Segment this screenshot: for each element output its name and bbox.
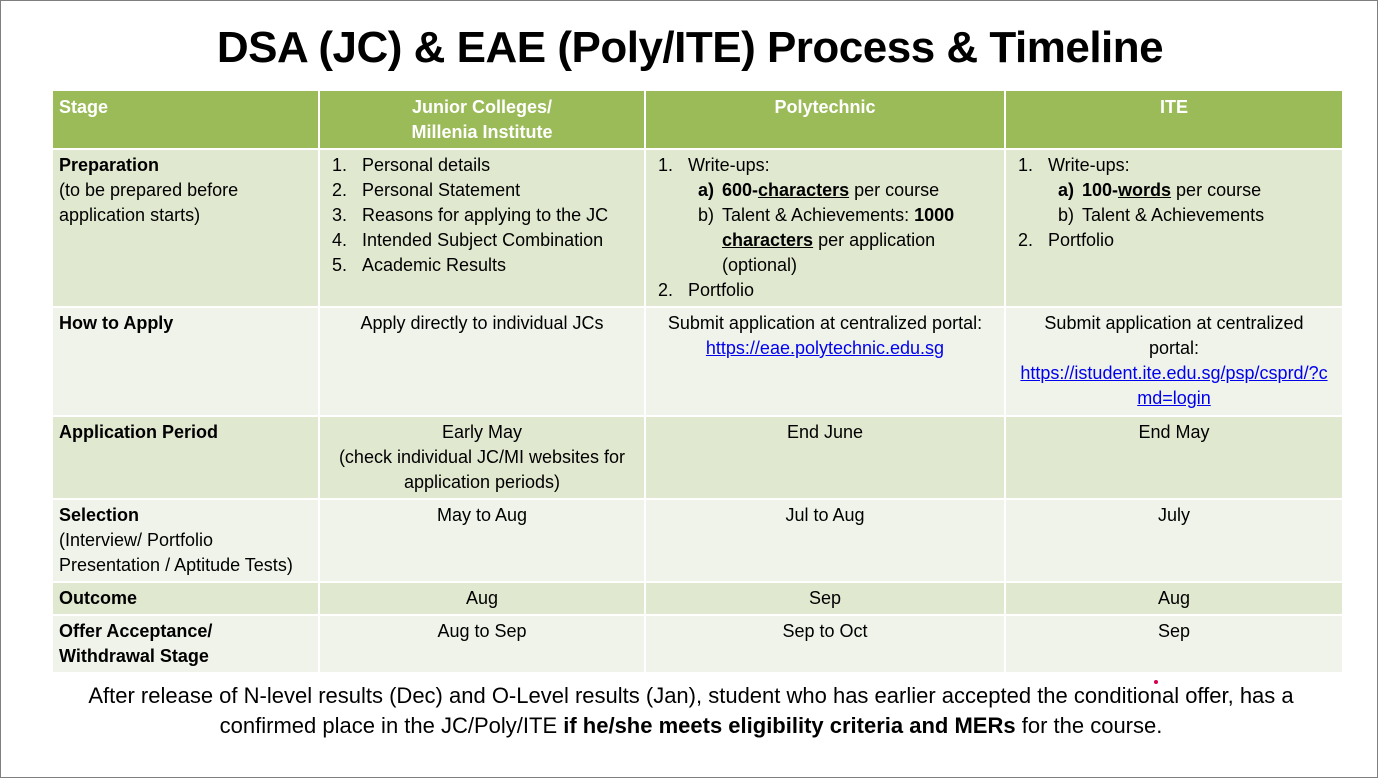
list-item: 1. Write-ups: a) 100-words per course b) Talent & Achievements (1048, 153, 1336, 228)
poly-apply-text: Submit application at centralized portal: (667, 313, 983, 333)
stage-label: Application Period (59, 422, 219, 442)
cell-jc-selection: May to Aug (319, 499, 645, 582)
poly-writeups-sublist (688, 178, 998, 278)
ite-writeups-sublist (1048, 178, 1336, 228)
cell-poly-preparation (645, 149, 1005, 307)
cell-poly-selection: Jul to Aug (645, 499, 1005, 582)
header-row (52, 90, 1343, 149)
cell-jc-offer: Aug to Sep (319, 615, 645, 673)
header-jc-line1: Junior Colleges/ (411, 97, 553, 117)
stage-note: (to be prepared before application starts) (59, 180, 239, 225)
stage-how-to-apply (52, 307, 319, 416)
header-ite: ITE (1005, 90, 1343, 149)
row-outcome (52, 582, 1343, 615)
stage-label: Offer Acceptance/ Withdrawal Stage (59, 621, 213, 666)
list-item: 2. Personal Statement (332, 180, 521, 200)
jc-period-note: (check individual JC/MI websites for application periods) (338, 447, 626, 492)
cell-ite-selection: July (1005, 499, 1343, 582)
cell-ite-outcome: Aug (1005, 582, 1343, 615)
list-item: 4. Intended Subject Combination (332, 230, 604, 250)
row-how-to-apply (52, 307, 1343, 416)
list-item: 1. Personal details (332, 155, 491, 175)
cell-ite-application-period: End May (1005, 416, 1343, 499)
stage-label: Preparation (59, 155, 160, 175)
list-item: a) 100-words per course (1058, 180, 1262, 200)
cell-jc-application-period (319, 416, 645, 499)
header-jc-line2: Millenia Institute (411, 122, 553, 142)
cell-jc-how-to-apply: Apply directly to individual JCs (319, 307, 645, 416)
ite-portal-link[interactable]: https://istudent.ite.edu.sg/psp/csprd/?cmd=login (1020, 363, 1328, 408)
cell-ite-how-to-apply (1005, 307, 1343, 416)
stage-offer (52, 615, 319, 673)
header-stage: Stage (52, 90, 319, 149)
list-item: 3. Reasons for applying to the JC (332, 205, 609, 225)
poly-preparation-list (652, 153, 998, 303)
ite-apply-text: Submit application at centralized portal: (1044, 313, 1304, 358)
list-item: 2. Portfolio (1018, 230, 1115, 250)
ite-preparation-list (1012, 153, 1336, 253)
stage-selection (52, 499, 319, 582)
header-jc (319, 90, 645, 149)
cell-jc-preparation (319, 149, 645, 307)
cell-poly-application-period: End June (645, 416, 1005, 499)
cell-poly-outcome: Sep (645, 582, 1005, 615)
page-title: DSA (JC) & EAE (Poly/ITE) Process & Timeline (216, 23, 1164, 72)
stage-preparation (52, 149, 319, 307)
footer-bold: if he/she meets eligibility criteria and MERs (563, 713, 1016, 738)
cell-ite-preparation (1005, 149, 1343, 307)
list-item: 5. Academic Results (332, 255, 507, 275)
list-item: b) Talent & Achievements: 1000 characters per application (optional) (698, 205, 955, 275)
poly-portal-link[interactable]: https://eae.polytechnic.edu.sg (705, 338, 945, 358)
cell-jc-outcome: Aug (319, 582, 645, 615)
list-item: 1. Write-ups: a) 600-characters per course b) Talent & Achievements: 1000 characters per application (optional) (688, 153, 998, 278)
stage-label: Outcome (59, 588, 138, 608)
row-offer (52, 615, 1343, 673)
stage-application-period (52, 416, 319, 499)
cell-ite-offer: Sep (1005, 615, 1343, 673)
stage-note: (Interview/ Portfolio Presentation / Aptitude Tests) (59, 530, 293, 575)
process-timeline-table (51, 89, 1344, 674)
footer-note (61, 681, 1321, 741)
list-item: 2. Portfolio (658, 280, 755, 300)
stage-label: Selection (59, 505, 140, 525)
jc-period-main: Early May (441, 422, 522, 442)
list-item: a) 600-characters per course (698, 180, 940, 200)
stage-outcome (52, 582, 319, 615)
cell-poly-how-to-apply (645, 307, 1005, 416)
cell-poly-offer: Sep to Oct (645, 615, 1005, 673)
row-application-period (52, 416, 1343, 499)
footer-text: After release of N-level results (Dec) and O-Level results (Jan), student who has earlier accepted the conditional offer, has a confirmed place in the JC/Poly/ITE (88, 683, 1294, 738)
jc-preparation-list (326, 153, 638, 278)
row-selection (52, 499, 1343, 582)
list-item: b) Talent & Achievements (1058, 205, 1265, 225)
header-poly: Polytechnic (645, 90, 1005, 149)
footer-text-end: for the course. (1015, 713, 1163, 738)
row-preparation (52, 149, 1343, 307)
stage-label: How to Apply (59, 313, 174, 333)
